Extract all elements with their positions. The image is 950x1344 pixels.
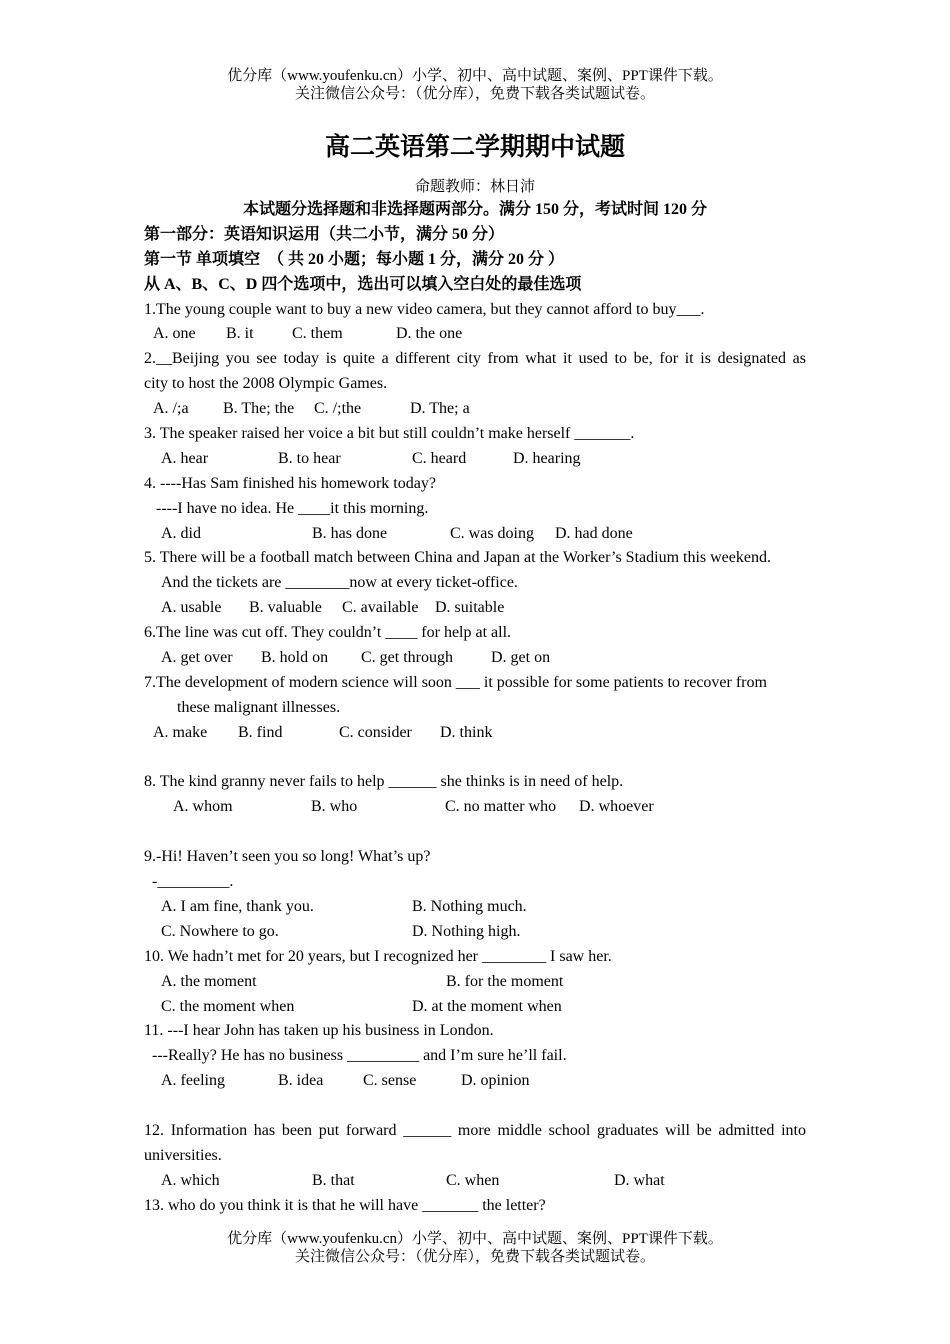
q5-option-a: A. usable xyxy=(161,599,222,617)
page-title: 高二英语第二学期期中试题 xyxy=(324,134,625,161)
q6-options xyxy=(144,646,806,671)
q9-options-row-1 xyxy=(144,895,806,920)
q1-options xyxy=(144,322,806,347)
q5-option-d: D. suitable xyxy=(435,599,505,617)
q7-options xyxy=(144,721,806,746)
q11-stem-1: 11. ---I hear John has taken up his business in London. xyxy=(144,1022,494,1040)
header-line-1: 优分库（www.youfenku.cn）小学、初中、高中试题、案例、PPT课件下载。 xyxy=(227,68,723,84)
q11-option-b: B. idea xyxy=(278,1072,324,1090)
q4-option-d: D. had done xyxy=(555,524,633,542)
q9-option-c: C. Nowhere to go. xyxy=(161,922,279,940)
q6-option-d: D. get on xyxy=(491,649,551,667)
q4-option-a: A. did xyxy=(161,524,201,542)
q12-option-a: A. which xyxy=(161,1171,220,1189)
q4-option-c: C. was doing xyxy=(450,524,534,542)
q5-option-c: C. available xyxy=(342,599,419,617)
q12-stem-2: universities. xyxy=(144,1146,222,1164)
q11-option-d: D. opinion xyxy=(461,1072,530,1090)
intro-line: 本试题分选择题和非选择题两部分。满分 150 分，考试时间 120 分 xyxy=(242,201,707,218)
q11-option-a: A. feeling xyxy=(161,1072,225,1090)
q2-stem-2: city to host the 2008 Olympic Games. xyxy=(144,375,388,393)
q9-stem-1: 9.-Hi! Haven’t seen you so long! What’s up? xyxy=(144,848,431,866)
footer-line-1: 优分库（www.youfenku.cn）小学、初中、高中试题、案例、PPT课件下载。 xyxy=(227,1231,723,1247)
q7-option-b: B. find xyxy=(238,723,283,741)
instruction-line: 从 A、B、C、D 四个选项中，选出可以填入空白处的最佳选项 xyxy=(144,275,582,293)
q7-stem-2: these malignant illnesses. xyxy=(177,698,341,716)
q2-option-d: D. The; a xyxy=(410,400,470,418)
q10-option-a: A. the moment xyxy=(161,972,257,990)
q4-stem-2: ----I have no idea. He ____it this morning. xyxy=(156,499,429,517)
q4-options xyxy=(144,522,806,547)
q9-options-row-2 xyxy=(144,920,806,945)
q6-option-b: B. hold on xyxy=(261,649,329,667)
q3-options xyxy=(144,447,806,472)
q1-option-d: D. the one xyxy=(396,325,463,343)
q7-stem-1: 7.The development of modern science will soon ___ it possible for some patients to recover from xyxy=(144,673,767,691)
q2-option-c: C. /;the xyxy=(314,400,362,418)
q2-stem-1: 2.__Beijing you see today is quite a different city from what it used to be, for it is designated as xyxy=(144,350,806,368)
q7-option-a: A. make xyxy=(153,723,208,741)
q7-option-d: D. think xyxy=(440,723,493,741)
q1-option-a: A. one xyxy=(153,325,196,343)
q2-options xyxy=(144,397,806,422)
q3-stem: 3. The speaker raised her voice a bit but still couldn’t make herself _______. xyxy=(144,425,635,443)
spacer xyxy=(144,820,806,845)
q8-option-c: C. no matter who xyxy=(445,798,557,816)
q6-stem: 6.The line was cut off. They couldn’t ____ for help at all. xyxy=(144,624,512,642)
q11-options xyxy=(144,1069,806,1094)
q12-option-c: C. when xyxy=(446,1171,500,1189)
q2-option-a: A. /;a xyxy=(153,400,189,418)
q3-option-b: B. to hear xyxy=(278,449,341,467)
q3-option-c: C. heard xyxy=(412,449,467,467)
q5-option-b: B. valuable xyxy=(249,599,322,617)
q9-stem-2: -_________. xyxy=(152,873,234,891)
q4-option-b: B. has done xyxy=(312,524,388,542)
q6-option-a: A. get over xyxy=(161,649,233,667)
section1-heading: 第一节 单项填空 （ 共 20 小题；每小题 1 分，满分 20 分 ） xyxy=(144,250,565,268)
q2-option-b: B. The; the xyxy=(223,400,295,418)
q13-stem: 13. who do you think it is that he will have _______ the letter? xyxy=(144,1196,546,1214)
q12-options xyxy=(144,1169,806,1194)
q1-stem: 1.The young couple want to buy a new video camera, but they cannot afford to buy___. xyxy=(144,300,705,318)
spacer xyxy=(144,746,806,771)
q10-options-row-2 xyxy=(144,995,806,1020)
q9-option-a: A. I am fine, thank you. xyxy=(161,897,314,915)
q10-option-b: B. for the moment xyxy=(446,972,564,990)
q8-option-b: B. who xyxy=(311,798,358,816)
q8-option-a: A. whom xyxy=(173,798,233,816)
q1-option-c: C. them xyxy=(292,325,343,343)
header-line-2: 关注微信公众号：（优分库），免费下载各类试题试卷。 xyxy=(294,86,655,102)
part1-heading: 第一部分：英语知识运用（共二小节，满分 50 分） xyxy=(144,225,505,243)
footer-line-2: 关注微信公众号：（优分库），免费下载各类试题试卷。 xyxy=(294,1249,655,1265)
q7-option-c: C. consider xyxy=(339,723,412,741)
q12-stem-1: 12. Information has been put forward ______ more middle school graduates will be admitted into xyxy=(144,1121,806,1139)
q12-option-b: B. that xyxy=(312,1171,355,1189)
q10-options-row-1 xyxy=(144,970,806,995)
q5-stem-2: And the tickets are ________now at every ticket-office. xyxy=(161,574,518,592)
author-line: 命题教师：林日沛 xyxy=(414,179,535,195)
q10-option-c: C. the moment when xyxy=(161,997,295,1015)
q10-option-d: D. at the moment when xyxy=(412,997,562,1015)
spacer xyxy=(144,1094,806,1119)
q8-stem: 8. The kind granny never fails to help ______ she thinks is in need of help. xyxy=(144,773,624,791)
q9-option-d: D. Nothing high. xyxy=(412,922,521,940)
exam-content xyxy=(144,198,806,1219)
q4-stem-1: 4. ----Has Sam finished his homework today? xyxy=(144,474,436,492)
q8-option-d: D. whoever xyxy=(579,798,654,816)
q11-option-c: C. sense xyxy=(363,1072,417,1090)
q3-option-d: D. hearing xyxy=(513,449,581,467)
q3-option-a: A. hear xyxy=(161,449,209,467)
q5-stem-1: 5. There will be a football match between China and Japan at the Worker’s Stadium this weekend. xyxy=(144,549,771,567)
q6-option-c: C. get through xyxy=(361,649,453,667)
q9-option-b: B. Nothing much. xyxy=(412,897,527,915)
q1-option-b: B. it xyxy=(226,325,254,343)
q5-options xyxy=(144,596,806,621)
q11-stem-2: ---Really? He has no business _________ and I’m sure he’ll fail. xyxy=(152,1047,567,1065)
q10-stem: 10. We hadn’t met for 20 years, but I recognized her ________ I saw her. xyxy=(144,947,612,965)
q8-options xyxy=(144,795,806,820)
q12-option-d: D. what xyxy=(614,1171,665,1189)
